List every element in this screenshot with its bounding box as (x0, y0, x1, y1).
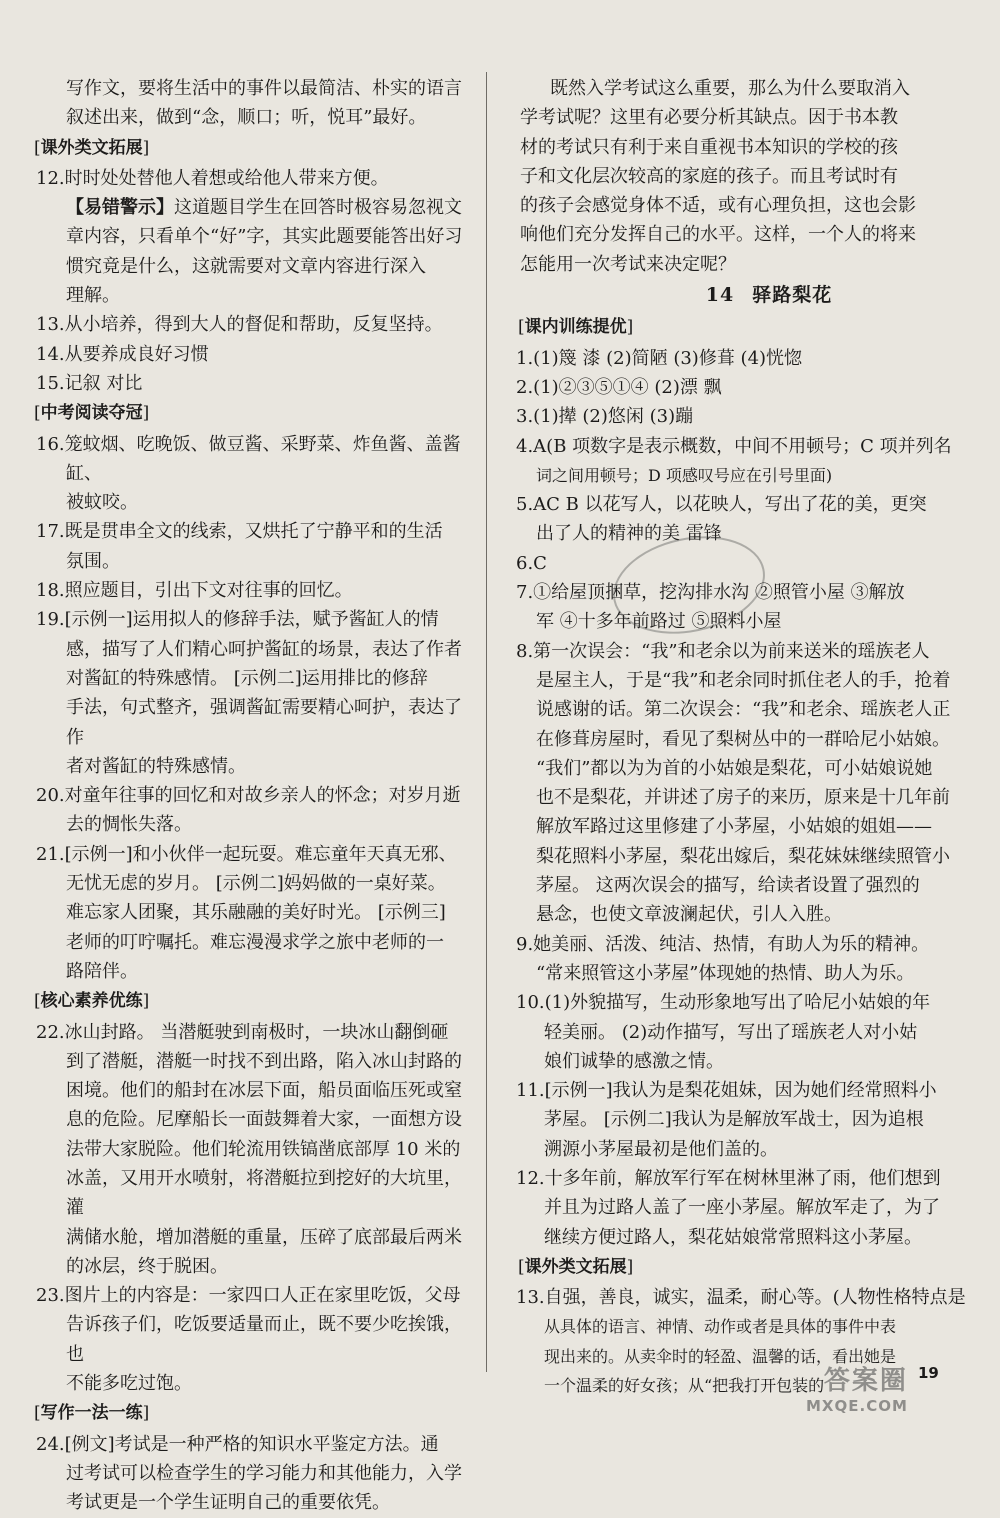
section-header-zk: [中考阅读夺冠] (34, 403, 150, 424)
answer-17: 17.既是贯串全文的线索，又烘托了宁静平和的生活 氛围。 (36, 521, 443, 572)
answer-24: 24.[例文]考试是一种严格的知识水平鉴定方法。通 过考试可以检查学生的学习能力和其他能力，入学 考试更是一个学生证明自己的重要依凭。 (36, 1433, 462, 1514)
warning-label: 【易错警示】 (66, 197, 174, 219)
right-intro: 既然入学考试这么重要，那么为什么要取消入 学考试呢？这里有必要分析其缺点。因于书本教 材的考试只有利于来自重视书本知识的学校的孩 子和文化层次较高的家庭的孩子。而且考试时有 的孩子会感觉身体不适，或有心理负担，这也会影 响他们充分发挥自己的水平。这样，一个人的将来 怎能用一次考试来决定呢？ (520, 78, 916, 275)
warning-note: 【易错警示】这道题目学生在回答时极容易忽视文 章内容，只看单个“好”字，其实此题要能答出好习 惯究竟是什么，这就需要对文章内容进行深入 理解。 (66, 197, 463, 307)
answer-14: 14.从要养成良好习惯 (36, 343, 209, 365)
answer-r8: 8.第一次误会：“我”和老余以为前来送米的瑶族老人 是屋主人，于是“我”和老余同时抓住老人的手，抢着 说感谢的话。第二次误会：“我”和老余、瑶族老人正 在修葺房屋时，看见了梨树丛中的一群哈尼小姑娘。 “我们”都以为为首的小姑娘是梨花，可小姑娘说她 也不是梨花，并讲述了房子的来历，原来是十几年前 解放军路过这里修建了小茅屋，小姑娘的姐姐—— 梨花照料小茅屋，梨花出嫁后，梨花妹妹继续照管小 茅屋。 这两次误会的描写，给读者设置了强烈的 悬念，也使文章波澜起伏，引人入胜。 (516, 640, 951, 926)
answer-r9: 9.她美丽、活泼、纯洁、热情，有助人为乐的精神。 “常来照管这小茅屋”体现她的热情、助人为乐。 (516, 933, 930, 984)
column-divider (486, 72, 487, 1372)
section-header-xz: [写作一法一练] (34, 1403, 150, 1424)
answer-18: 18.照应题目，引出下文对往事的回忆。 (36, 580, 353, 602)
answer-r2: 2.(1)②③⑤①④ (2)漂 飘 (516, 376, 722, 398)
answer-20: 20.对童年往事的回忆和对故乡亲人的怀念；对岁月逝 去的惆怅失落。 (36, 785, 461, 836)
answer-16: 16.笼蚊烟、吃晚饭、做豆酱、采野菜、炸鱼酱、盖酱缸、 被蚊咬。 (36, 433, 461, 514)
answer-r5: 5.AC B 以花写人，以花映人，写出了花的美，更突 出了人的精神的美 雷锋 (516, 494, 927, 545)
answer-r6: 6.C (516, 552, 547, 574)
answer-r11: 11.[示例一]我认为是梨花姐妹，因为她们经常照料小 茅屋。 [示例二]我认为是解放军战士，因为追根 溯源小茅屋最初是他们盖的。 (516, 1080, 937, 1160)
answer-13: 13.从小培养，得到大人的督促和帮助，反复坚持。 (36, 314, 443, 336)
answer-12: 12.时时处处替他人着想或给他人带来方便。 (36, 167, 389, 189)
answer-r12: 12.十多年前，解放军行军在树林里淋了雨，他们想到 并且为过路人盖了一座小茅屋。解放军走了，为了 继续方便过路人，梨花姑娘常常照料这小茅屋。 (516, 1167, 941, 1248)
answer-r7: 7.①给屋顶捆草，挖沟排水沟 ②照管小屋 ③解放 军 ④十多年前路过 ⑤照料小屋 (516, 582, 905, 633)
section-header-ext: [课外类文拓展] (34, 137, 150, 158)
answer-15: 15.记叙 对比 (36, 372, 143, 394)
left-intro: 写作文，要将生活中的事件以最简洁、朴实的语言 叙述出来，做到“念，顺口；听，悦耳”最好。 (66, 78, 462, 129)
section-header-ext-right: [课外类文拓展] (518, 1256, 634, 1277)
answer-r13: 13.自强，善良，诚实，温柔，耐心等。(人物性格特点是 从具体的语言、神情、动作或者是具体的事件中表 现出来的。从卖伞时的轻盈、温馨的话，看出她是 一个温柔的好女孩；从“把我打开包装的 (516, 1287, 966, 1396)
site-watermark: 答案圈 MXQE.COM (806, 1366, 908, 1415)
answer-22: 22.冰山封路。 当潜艇驶到南极时，一块冰山翻倒砸 到了潜艇，潜艇一时找不到出路，陷入冰山封路的 困境。他们的船封在冰层下面，船员面临压死或窒 息的危险。尼摩船长一面鼓舞着大家，一面想方设 法带大家脱险。他们轮流用铁镐凿底部厚 10 米的 冰盖，又用开水喷射，将潜艇拉到挖好的大坑里，灌 满储水舱，增加潜艇的重量，压碎了底部最后两米 的冰层，终于脱困。 (36, 1021, 462, 1277)
answer-19: 19.[示例一]运用拟人的修辞手法，赋予酱缸人的情 感，描写了人们精心呵护酱缸的场景，表达了作者 对酱缸的特殊感情。 [示例二]运用排比的修辞 手法，句式整齐，强调酱缸需要精心呵护，表达了作 者对酱缸的特殊感情。 (36, 609, 462, 777)
page-number: 19 (918, 1364, 939, 1382)
answer-r1: 1.(1)篾 漆 (2)简陋 (3)修葺 (4)恍惚 (516, 347, 803, 369)
answer-21: 21.[示例一]和小伙伴一起玩耍。难忘童年天真无邪、 无忧无虑的岁月。 [示例二]妈妈做的一桌好菜。 难忘家人团聚，其乐融融的美好时光。 [示例三] 老师的叮咛嘱托。难忘漫漫求学之旅中老师的一 路陪伴。 (36, 843, 457, 982)
answer-r4: 4.A(B 项数字是表示概数，中间不用顿号；C 项并列名 词之间用顿号；D 项感叹号应在引号里面) (516, 435, 952, 485)
answer-r3: 3.(1)撵 (2)悠闲 (3)蹦 (516, 406, 694, 428)
answer-23: 23.图片上的内容是：一家四口人正在家里吃饭，父母 告诉孩子们，吃饭要适量而止，既不要少吃挨饿，也 不能多吃过饱。 (36, 1285, 462, 1395)
left-column (26, 74, 474, 1518)
section-header-hx: [核心素养优练] (34, 991, 150, 1012)
lesson-number: 14 (705, 284, 735, 307)
answer-r10: 10.(1)外貌描写，生动形象地写出了哈尼小姑娘的年 轻美丽。 (2)动作描写，写出了瑶族老人对小姑 娘们诚挚的感激之情。 (516, 992, 931, 1072)
section-header-kn: [课内训练提优] (518, 317, 634, 338)
right-column (510, 74, 988, 1400)
lesson-title: 14 驿路梨花 (705, 284, 833, 307)
